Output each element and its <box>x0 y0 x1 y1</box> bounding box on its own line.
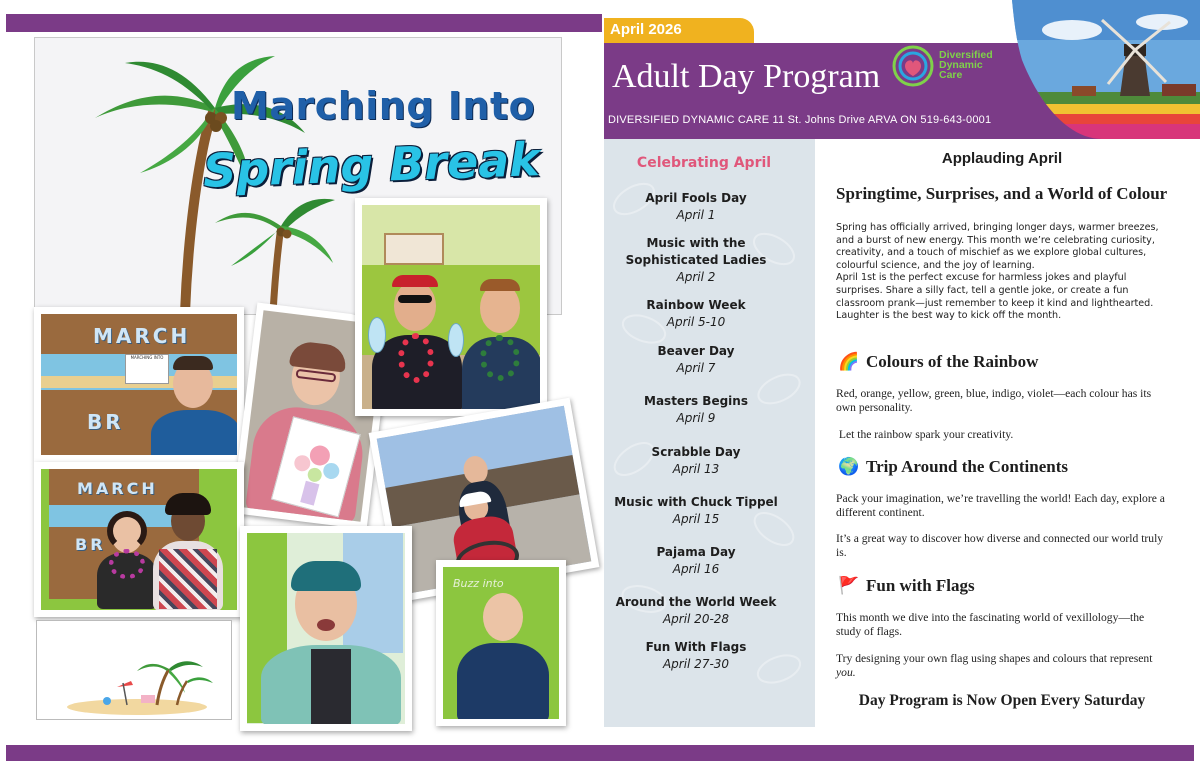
beach-island-icon <box>37 621 233 721</box>
month-tab-label: April 2026 <box>610 21 682 38</box>
event-name: April Fools Day <box>645 191 747 205</box>
page-title: Adult Day Program <box>612 58 881 95</box>
event-date: April 1 <box>676 208 716 222</box>
section-heading-flags <box>838 576 975 596</box>
photo-two-men-leis <box>355 198 547 416</box>
article-intro-p1: Spring has officially arrived, bringing longer days, warmer breezes, and a burst of new energy. This month we’re celebrating curiosity, creativity, and a touch of mischief as we explore global cultures, colourful science, and the joy of learning. <box>836 222 1159 271</box>
person-young-man <box>151 352 237 455</box>
logo-text-line2: Dynamic <box>939 59 983 71</box>
event-name: Beaver Day <box>657 344 735 358</box>
event-date: April 13 <box>672 462 720 476</box>
windmill-tulip-photo <box>1012 0 1200 139</box>
section-title: Trip Around the Continents <box>866 457 1068 476</box>
event-name: Music with Chuck Tippel <box>614 495 778 509</box>
month-tab <box>604 18 754 43</box>
march-board2-letters: MARCH <box>77 479 158 498</box>
event-item <box>604 235 788 286</box>
section-continents-p2: It’s a great way to discover how diverse and connected our world truly is. <box>836 532 1164 559</box>
march-board2-letters-bottom: BR <box>75 535 106 554</box>
event-name: Rainbow Week <box>646 298 746 312</box>
event-date: April 27-30 <box>662 657 730 671</box>
person-man-hat <box>261 557 401 724</box>
photo-woman-buzz-sign <box>436 560 566 726</box>
event-date: April 20-28 <box>662 612 730 626</box>
windmill-icon <box>1012 0 1200 139</box>
event-date: April 7 <box>676 361 716 375</box>
article-intro-p2: April 1st is the perfect excuse for harmless jokes and playful surprises. Share a silly fact, tell a gentle joke, or create a fun classroom prank—just remember to keep it kind and lighthearted. Laughter is the best way to kick off the month. <box>836 272 1154 322</box>
event-item <box>604 594 788 628</box>
event-name: Masters Begins <box>644 394 748 408</box>
section-heading-rainbow <box>838 352 1038 372</box>
person-woman-curly-hair <box>153 493 223 610</box>
event-name: Music with the Sophisticated Ladies <box>625 236 767 267</box>
photo-march-board-man <box>34 307 244 462</box>
poster-title-line2: Spring Break <box>202 132 541 198</box>
section-heading-continents <box>838 457 1068 477</box>
photo-march-board-pair <box>34 462 244 617</box>
section-rainbow-p2: Let the rainbow spark your creativity. <box>836 428 1014 441</box>
event-name: Around the World Week <box>615 595 777 609</box>
buzz-into-sign: Buzz into <box>453 577 504 590</box>
celebrating-april-sidebar <box>604 139 815 727</box>
article-heading: Applauding April <box>941 150 1063 167</box>
event-date: April 15 <box>672 512 720 526</box>
section-rainbow-p1: Red, orange, yellow, green, blue, indigo, violet—each colour has its own personality. <box>836 387 1152 414</box>
person-woman-lei <box>95 509 159 609</box>
logo-text-line1: Diversified <box>939 49 993 61</box>
event-date: April 2 <box>676 270 716 284</box>
photo-man-green-cardigan <box>240 526 412 731</box>
article-subheading: Springtime, Surprises, and a World of Colour <box>836 184 1168 203</box>
red-flag-icon: 🚩 <box>838 576 860 595</box>
bottom-purple-bar <box>6 745 1194 761</box>
fish-cutout-right <box>448 323 464 357</box>
march-board-letters-bottom: BR <box>87 410 124 434</box>
event-name: Pajama Day <box>656 545 736 559</box>
section-flags-p1: This month we dive into the fascinating world of vexillology—the study of flags. <box>836 611 1145 638</box>
section-title: Colours of the Rainbow <box>866 352 1039 371</box>
event-date: April 16 <box>672 562 720 576</box>
wall-painting <box>384 233 444 265</box>
event-item <box>604 544 788 578</box>
march-board-letters: MARCH <box>93 324 191 348</box>
poster-title-line1: Marching Into <box>231 84 536 128</box>
event-item <box>604 393 788 427</box>
person-woman-vest <box>455 587 551 719</box>
section-continents-p1: Pack your imagination, we’re travelling the world! Each day, explore a different continent. <box>836 492 1165 519</box>
rainbow-icon: 🌈 <box>838 352 860 371</box>
header-address: DIVERSIFIED DYNAMIC CARE 11 St. Johns Drive ARVA ON 519-643-0001 <box>608 114 992 126</box>
event-item <box>604 297 788 331</box>
event-date: April 5-10 <box>666 315 726 329</box>
beach-clipart-frame <box>36 620 232 720</box>
section-flags-p2-text: Try designing your own flag using shapes and colours that represent <box>836 652 1153 665</box>
section-title: Fun with Flags <box>866 576 975 595</box>
top-purple-bar <box>6 14 602 32</box>
fish-cutout-left <box>368 317 386 353</box>
footer-announcement: Day Program is Now Open Every Saturday <box>858 692 1146 709</box>
event-item <box>604 190 788 224</box>
event-name: Fun With Flags <box>645 640 747 654</box>
sidebar-heading: Celebrating April <box>636 155 772 171</box>
event-item <box>604 639 788 673</box>
event-item <box>604 494 788 528</box>
person-man-beard <box>462 277 540 409</box>
event-item <box>604 343 788 377</box>
article-intro <box>836 222 1166 323</box>
section-flags-p2-emphasis: you. <box>836 666 856 679</box>
march-board-small-sign: MARCHING INTO <box>125 354 169 384</box>
logo-text <box>939 50 993 80</box>
event-item <box>604 444 788 478</box>
globe-icon: 🌍 <box>838 457 860 476</box>
logo-text-line3: Care <box>939 69 963 81</box>
event-name: Scrabble Day <box>651 445 741 459</box>
section-flags-p2 <box>836 652 1166 680</box>
event-date: April 9 <box>676 411 716 425</box>
